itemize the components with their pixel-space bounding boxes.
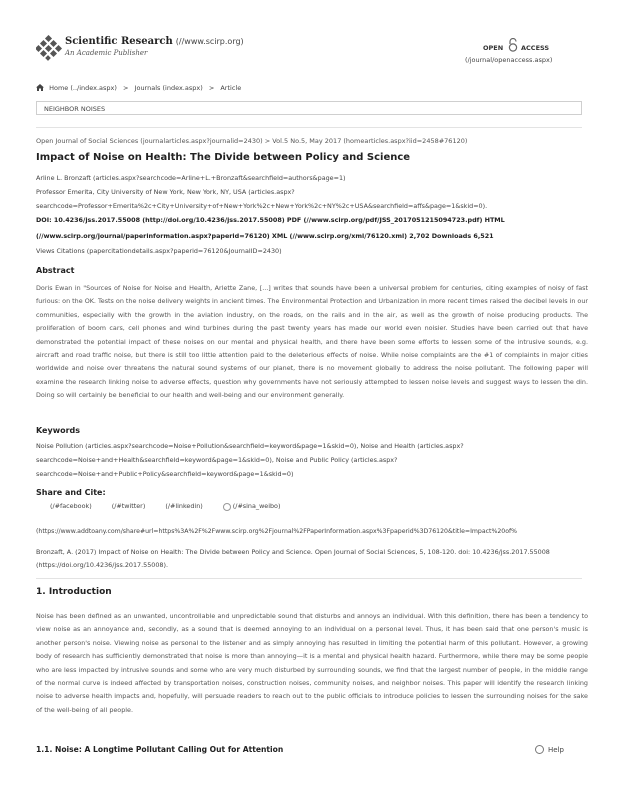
search-keyword-input[interactable]: NEIGHBOR NOISES xyxy=(36,101,582,115)
breadcrumb-separator: > xyxy=(208,84,215,92)
help-circle-icon xyxy=(535,745,544,754)
help-button[interactable] xyxy=(535,745,564,754)
xml-downloads-line[interactable]: (//www.scirp.org/journal/paperinformation.aspx?paperid=76120) XML (//www.scirp.org/xml/76120.xml) 2,702 Downloads 6,521 xyxy=(36,232,494,240)
keyword-links-end[interactable]: searchcode=Noise+and+Public+Policy&searchfield=keyword&page=1&skid=0) xyxy=(36,470,294,478)
open-lock-icon xyxy=(507,38,519,52)
share-facebook-button[interactable]: (/#facebook) xyxy=(50,502,92,510)
brand-link[interactable]: (//www.scirp.org) xyxy=(175,37,244,46)
abstract-text: Doris Ewan in "Sources of Noise for Noise and Health, Arlette Zane, [...] writes that sounds have been a universal problem for centuries, citing examples of noisy of fast furious: on the OK. Tests on the noise delivery weights in ancient times. The Environmental Protection and Urbanization in more recent times raised the decibel levels in our communities, especially with the growth in the aviation industry, on the roads, on the rails and in the air, as well as the growth of noise producing products. The proliferation of boom cars, cell phones and wind turbines during the past twenty years has made our world even noisier. Studies have been carried out that have demonstrated the potential impact of these noises on our mental and physical health, and there have been some efforts to lessen some of the intrusive sounds, e.g. aircraft and road traffic noise, but there is still too little attention paid to the deleterious effects of noise. While noise complaints are the #1 of complaints in major cities worldwide and noise over threatens the natural sound systems of our planet, there is no movement globally to address the noise pollutant. The following paper will examine the research linking noise to adverse effects, question why governments have not seriously attempted to lessen noise levels and suggest ways to lessen the din. Doing so will certainly be beneficial to our health and well-being and our environment generally. xyxy=(36,284,588,400)
site-header xyxy=(0,0,618,78)
help-label: Help xyxy=(548,746,564,754)
share-heading: Share and Cite: xyxy=(36,488,106,497)
breadcrumb-article: Article xyxy=(220,84,242,92)
access-label: ACCESS xyxy=(521,44,550,52)
brand-tagline: An Academic Publisher xyxy=(65,49,148,57)
keywords-heading: Keywords xyxy=(36,426,81,435)
introduction-text: Noise has been defined as an unwanted, uncontrollable and unpredictable sound that disturbs and annoys an individual. With this definition, there has been a tendency to view noise as an annoyance and, secondly, as a sound that is deemed annoying to an individual on a personal level. Thus, it has been said that one person's music is another person's noise. Viewing noise as personal to the listener and as simply annoying has resulted in limiting the potential harm of this pollutant. However, a growing body of research has sufficiently demonstrated that noise is more than annoying—it is a mental and physical health hazard. Furthermore, while there may be some people who are less impacted by intrusive sounds and some who are very much disturbed by surrounding sounds, we find that the largest number of people, in the middle range of the normal curve is indeed affected by transportation noises, construction noises, community noises, and neighbor noises. This paper will identify the research linking noise to adverse health impacts and, hopefully, will persuade readers to reach out to the public officials to introduce policies to lessen the surrounding noises for the sake of the well-being of all people. xyxy=(36,612,588,714)
doi-pdf-html-links[interactable]: DOI: 10.4236/jss.2017.55008 (http://doi.org/10.4236/jss.2017.55008) PDF (//www.scirp.org/pdf/JSS_2017051215094723.pdf) HTML xyxy=(36,216,505,224)
breadcrumb-journals[interactable]: Journals (index.aspx) xyxy=(134,84,203,92)
author-link[interactable]: Arline L. Bronzaft (articles.aspx?searchcode=Arline+L.+Bronzaft&searchfield=authors&page=1) xyxy=(36,174,346,182)
breadcrumb xyxy=(36,84,241,92)
section-heading-introduction: 1. Introduction xyxy=(36,587,112,597)
affiliation-link-cont[interactable]: searchcode=Professor+Emerita%2c+City+University+of+New+York%2c+New+York%2c+NY%2c+USA&searchfield=affs&page=1&skid=0). xyxy=(36,202,488,210)
open-access-badge[interactable] xyxy=(465,38,580,68)
addtoany-share-link[interactable]: (https://www.addtoany.com/share#url=https%3A%2F%2Fwww.scirp.org%2Fjournal%2FPaperInformation.aspx%3Fpaperid%3D76120&title=Impact%20of% xyxy=(36,528,518,535)
share-linkedin-button[interactable]: (/#linkedin) xyxy=(165,502,203,510)
citations-link[interactable]: Views Citations (papercitationdetails.aspx?paperid=76120&JournalID=2430) xyxy=(36,247,282,255)
share-buttons xyxy=(50,502,316,511)
article-title: Impact of Noise on Health: The Divide between Policy and Science xyxy=(36,152,411,163)
abstract-heading: Abstract xyxy=(36,266,75,275)
affiliation-link[interactable]: Professor Emerita, City University of New York, New York, NY, USA (articles.aspx? xyxy=(36,188,295,196)
subsection-heading: 1.1. Noise: A Longtime Pollutant Calling Out for Attention xyxy=(36,745,284,754)
open-label: OPEN xyxy=(483,44,504,52)
divider xyxy=(36,127,582,128)
citation-text: Bronzaft, A. (2017) Impact of Noise on Health: The Divide between Policy and Science. Open Journal of Social Sciences, 5, 108-120. doi: 10.4236/jss.2017.55008 (https://doi.org/10.4236/jss.2017.55008). xyxy=(36,548,550,569)
keyword-links-cont[interactable]: searchcode=Noise+and+Health&searchfield=keyword&page=1&skid=0), Noise and Public Policy (articles.aspx? xyxy=(36,456,398,464)
share-more-icon xyxy=(223,503,231,511)
keyword-links[interactable]: Noise Pollution (articles.aspx?searchcode=Noise+Pollution&searchfield=keyword&page=1&skid=0), Noise and Health (articles.aspx? xyxy=(36,442,464,450)
breadcrumb-home[interactable]: Home (../index.aspx) xyxy=(49,84,117,92)
open-access-link[interactable]: (/journal/openaccess.aspx) xyxy=(465,56,553,64)
share-twitter-button[interactable]: (/#twitter) xyxy=(111,502,146,510)
journal-issue-link[interactable]: Open Journal of Social Sciences (journalarticles.aspx?journalid=2430) > Vol.5 No.5, May 2017 (homearticles.aspx?iid=2458#76120) xyxy=(36,137,468,145)
divider xyxy=(36,578,582,579)
breadcrumb-separator: > xyxy=(123,84,129,92)
brand-name: Scientific Research (//www.scirp.org) xyxy=(65,36,244,47)
diamond-logo-icon xyxy=(36,35,62,61)
home-icon xyxy=(36,84,44,91)
share-weibo-button[interactable]: (/#sina_weibo) xyxy=(223,502,299,510)
